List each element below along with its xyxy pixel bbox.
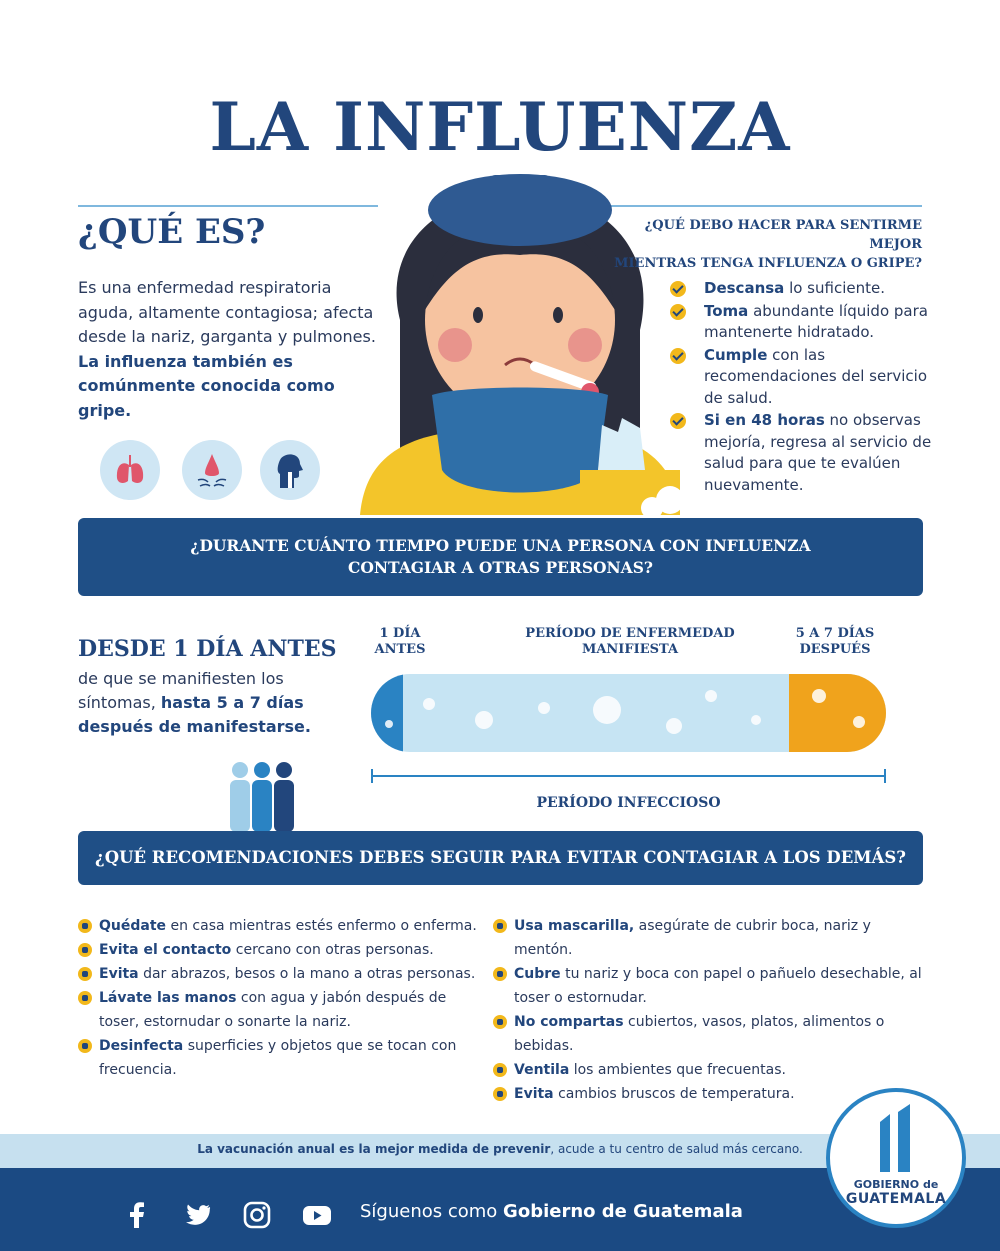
periodo-label: PERÍODO DE ENFERMEDAD MANIFIESTA xyxy=(525,626,735,657)
logo-pillars xyxy=(872,1102,920,1174)
twitter-icon[interactable] xyxy=(182,1200,212,1230)
contagio-banner: ¿DURANTE CUÁNTO TIEMPO PUEDE UNA PERSONA CON INFLUENZA CONTAGIAR A OTRAS PERSONAS? xyxy=(78,518,923,596)
list-item: Si en 48 horas no observas mejoría, regresa al servicio de salud para que te evalúen nuevamente. xyxy=(670,410,935,496)
list-item: Descansa lo suficiente. xyxy=(670,278,935,300)
recs-left-list xyxy=(78,914,488,1082)
divider xyxy=(78,205,378,207)
list-item: Desinfecta superficies y objetos que se tocan con frecuencia. xyxy=(78,1034,488,1082)
tips-list xyxy=(670,278,935,497)
list-item: Usa mascarilla, asegúrate de cubrir boca, nariz y mentón. xyxy=(493,914,933,962)
gobierno-logo: GOBIERNO de GUATEMALA xyxy=(826,1088,966,1228)
despues-label: 5 A 7 DÍAS DESPUÉS xyxy=(795,626,875,657)
organ-icons xyxy=(100,440,330,502)
window-icon xyxy=(493,1063,507,1077)
desde-heading: DESDE 1 DÍA ANTES xyxy=(78,636,337,662)
youtube-icon[interactable] xyxy=(302,1200,332,1230)
cutlery-icon xyxy=(493,1015,507,1029)
sponge-icon xyxy=(78,1039,92,1053)
infeccioso-range xyxy=(371,775,886,777)
sentirme-heading: ¿QUÉ DEBO HACER PARA SENTIRME MEJOR MIENTRAS TENGA INFLUENZA O GRIPE? xyxy=(614,218,922,271)
que-es-bold: La influenza también es comúnmente conocida como gripe. xyxy=(78,351,335,420)
list-item: Quédate en casa mientras estés enfermo o enferma. xyxy=(78,914,488,938)
recomendaciones-banner: ¿QUÉ RECOMENDACIONES DEBES SEGUIR PARA EVITAR CONTAGIAR A LOS DEMÁS? xyxy=(78,831,923,885)
check-icon xyxy=(670,281,686,297)
check-icon xyxy=(670,348,686,364)
list-item: Evita dar abrazos, besos o la mano a otras personas. xyxy=(78,962,488,986)
list-item: Cumple con las recomendaciones del servicio de salud. xyxy=(670,345,935,410)
hand-wash-icon xyxy=(78,991,92,1005)
person-icon xyxy=(78,943,92,957)
throat-icon xyxy=(260,440,320,500)
timeline-bar xyxy=(371,674,886,752)
list-item: Lávate las manos con agua y jabón después de toser, estornudar o sonarte la nariz. xyxy=(78,986,488,1034)
people-icon xyxy=(222,760,306,832)
list-item: Cubre tu nariz y boca con papel o pañuelo desechable, al toser o estornudar. xyxy=(493,962,933,1010)
recs-right-list xyxy=(493,914,933,1106)
check-icon xyxy=(670,413,686,429)
page-title: LA INFLUENZA xyxy=(209,88,791,166)
mask-icon xyxy=(493,919,507,933)
que-es-heading: ¿QUÉ ES? xyxy=(78,212,266,252)
virus-icons xyxy=(371,674,886,752)
check-icon xyxy=(670,304,686,320)
lungs-icon xyxy=(100,440,160,500)
nose-icon xyxy=(182,440,242,500)
que-es-text: Es una enfermedad respiratoria aguda, altamente contagiosa; afecta desde la nariz, garganta y pulmones. La influenza también es comúnmente conocida como gripe. xyxy=(78,278,376,420)
follow-text: Síguenos como Gobierno de Guatemala xyxy=(360,1201,743,1222)
facebook-icon[interactable] xyxy=(122,1200,152,1230)
antes-label: 1 DÍA ANTES xyxy=(374,626,426,657)
hand-icon xyxy=(78,967,92,981)
house-icon xyxy=(78,919,92,933)
list-item: Evita el contacto cercano con otras personas. xyxy=(78,938,488,962)
wind-icon xyxy=(493,1087,507,1101)
list-item: Evita cambios bruscos de temperatura. xyxy=(493,1082,933,1106)
instagram-icon[interactable] xyxy=(242,1200,272,1230)
desde-text: de que se manifiesten los síntomas, hasta 5 a 7 días después de manifestarse. xyxy=(78,669,311,736)
list-item: No compartas cubiertos, vasos, platos, alimentos o bebidas. xyxy=(493,1010,933,1058)
sneeze-icon xyxy=(493,967,507,981)
vaccine-text: La vacunación anual es la mejor medida de prevenir, acude a tu centro de salud más cercano. xyxy=(197,1142,803,1156)
list-item: Toma abundante líquido para mantenerte hidratado. xyxy=(670,301,935,344)
infeccioso-label: PERÍODO INFECCIOSO xyxy=(536,795,721,811)
list-item: Ventila los ambientes que frecuentas. xyxy=(493,1058,933,1082)
